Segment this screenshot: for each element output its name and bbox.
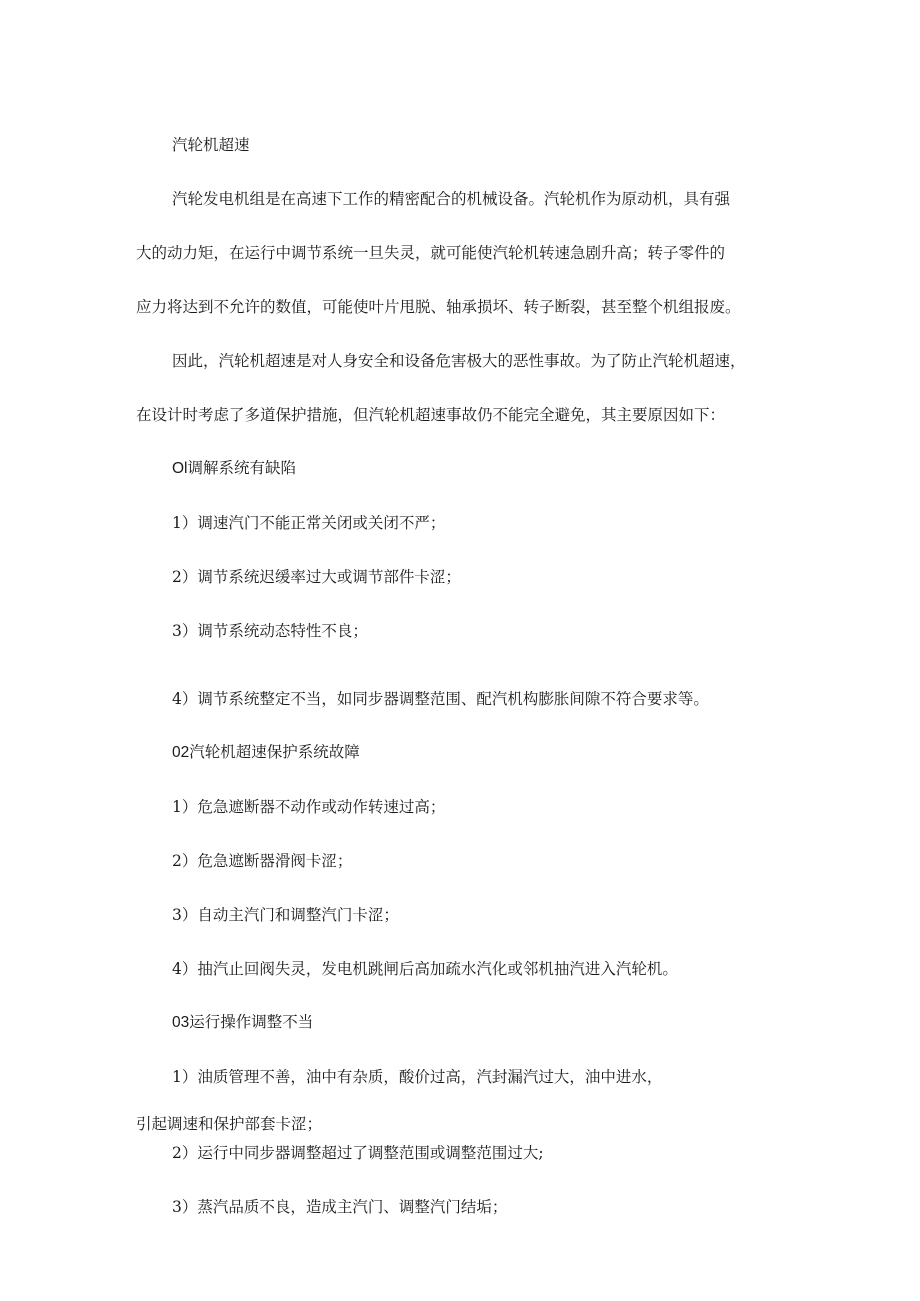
section-03-item-2: 2）运行中同步器调整超过了调整范围或调整范围过大; (172, 1144, 544, 1162)
section-01-item-1: 1）调速汽门不能正常关闭或关闭不严； (172, 514, 446, 532)
section-03-item-1: 1）油质管理不善，油中有杂质，酸价过高，汽封漏汽过大，油中进水， (172, 1068, 663, 1086)
section-02-item-2: 2）危急遮断器滑阀卡涩； (172, 852, 353, 870)
section-02-item-4: 4）抽汽止回阀失灵，发电机跳闸后高加疏水汽化或邻机抽汽进入汽轮机。 (172, 960, 678, 978)
reason-paragraph-line-1: 因此，汽轮机超速是对人身安全和设备危害极大的恶性事故。为了防止汽轮机超速， (172, 352, 746, 370)
document-title: 汽轮机超速 (172, 136, 250, 154)
section-01-item-4: 4）调节系统整定不当，如同步器调整范围、配汽机构膨胀间隙不符合要求等。 (172, 690, 709, 708)
section-heading-01: Ol调解系统有缺陷 (172, 460, 297, 477)
section-01-item-3: 3）调节系统动态特性不良； (172, 622, 368, 640)
section-heading-03: 03运行操作调整不当 (172, 1014, 314, 1031)
section-01-item-2: 2）调节系统迟缓率过大或调节部件卡涩； (172, 568, 461, 586)
section-03-item-3: 3）蒸汽品质不良，造成主汽门、调整汽门结垢； (172, 1198, 508, 1216)
intro-paragraph-line-1: 汽轮发电机组是在高速下工作的精密配合的机械设备。汽轮机作为原动机，具有强 (172, 190, 731, 208)
intro-paragraph-line-2: 大的动力矩，在运行中调节系统一旦失灵，就可能使汽轮机转速急剧升高；转子零件的 (136, 244, 726, 262)
reason-paragraph-line-2: 在设计时考虑了多道保护措施，但汽轮机超速事故仍不能完全避免，其主要原因如下： (136, 406, 726, 424)
section-03-item-1-continued: 引起调速和保护部套卡涩； (136, 1115, 323, 1133)
section-02-item-3: 3）自动主汽门和调整汽门卡涩； (172, 906, 399, 924)
intro-paragraph-line-3: 应力将达到不允许的数值，可能使叶片甩脱、轴承损坏、转子断裂，甚至整个机组报废。 (136, 298, 741, 316)
section-heading-02: 02汽轮机超速保护系统故障 (172, 744, 360, 761)
section-02-item-1: 1）危急遮断器不动作或动作转速过高； (172, 798, 446, 816)
